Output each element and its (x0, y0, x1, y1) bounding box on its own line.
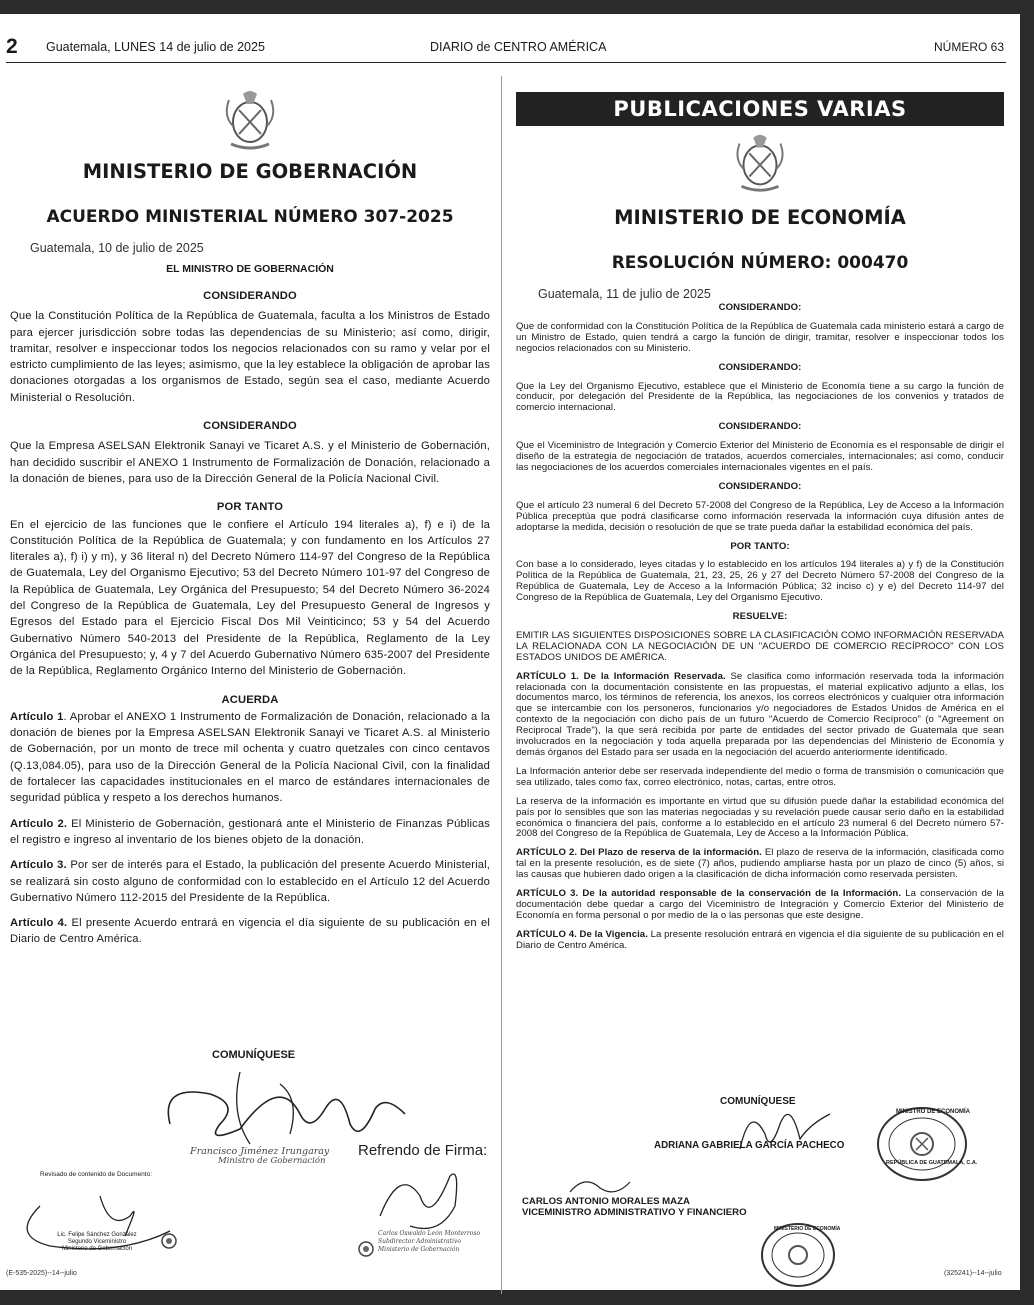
considerando-paragraph: Que el Viceministro de Integración y Comercio Exterior del Ministerio de Economía es el responsable de dirigir el diseño de la estrategia de negociación de tratados, acuerdos comerciales, internacionales; así como, conducir las negociaciones de los acuerdos comerciales internacionales vigentes en el país. (516, 440, 1004, 473)
viceminister-ministry: Ministerio de Gobernación (61, 1246, 133, 1252)
considerando-paragraph: Que la Empresa ASELSAN Elektronik Sanayi ve Ticaret A.S. y el Ministerio de Gobernación, han decidido suscribir el ANEXO 1 Instrumento de Formalización de Donación, relacionado a la donación de bienes, para uso de la Dirección General de la Policía Nacional Civil. (10, 440, 490, 485)
article-label: Artículo 3. (10, 859, 67, 872)
article-paragraph (10, 857, 490, 906)
subdirector-ministry: Ministerio de Gobernación (378, 1246, 460, 1253)
article-paragraph (10, 915, 490, 948)
minister-title: Ministro de Gobernación (218, 1156, 326, 1166)
stamp-text-top: MINISTRO DE ECONOMÍA (896, 1109, 971, 1115)
signature-minister-economy (720, 1094, 840, 1164)
viceminister-economy-name: CARLOS ANTONIO MORALES MAZA (522, 1196, 690, 1207)
subdirector-title: Subdirector Administrativo (378, 1238, 461, 1245)
subdirector-block (378, 1230, 480, 1254)
resuelve-paragraph: EMITIR LAS SIGUIENTES DISPOSICIONES SOBRE LA CLASIFICACIÓN COMO INFORMACIÓN RESERVADA LA RELACIONADA CON LA NEGOCIACIÓN DE UN "ACUERDO DE COMERCIO RECÍPROCO" CON LOS ESTADOS UNIDOS DE AMÉRICA. (516, 629, 1004, 663)
place-date: Guatemala, 11 de julio de 2025 (538, 287, 711, 301)
ministry-stamp (874, 1104, 970, 1184)
issue-date: Guatemala, LUNES 14 de julio de 2025 (46, 40, 265, 54)
article-text: La conservación de la documentación debe quedar a cargo del Viceministro de Integración y Comercio Exterior del Ministerio de Economía en forma personal o por medio de la o las personas que este designe. (516, 888, 1004, 921)
article-text: Por ser de interés para el Estado, la publicación del presente Acuerdo Ministerial, se realizará sin costo alguno de conformidad con lo establecido en el Artículo 12 del Acuerdo Gubernativo Número 112-2015 del Presidente de la República. (10, 859, 490, 904)
article-paragraph (10, 709, 490, 807)
signer-name: ADRIANA GABRIELA GARCÍA PACHECO (654, 1140, 845, 1151)
considerando-paragraph: Que la Ley del Organismo Ejecutivo, establece que el Ministerio de Economía tiene a su cargo la función de conducir, por delegación del Presidente de la República, las negociaciones de los convenios y tratados de comercio internacional. (516, 380, 1004, 414)
place-date: Guatemala, 10 de julio de 2025 (30, 241, 204, 255)
acuerda-heading: ACUERDA (221, 693, 279, 706)
stamp-text-top: MINISTERIO DE ECONOMÍA (774, 1226, 841, 1232)
viceminister-title: Segundo Viceministro (67, 1239, 127, 1245)
left-footer-code: (E-535-2025)--14--julio (6, 1270, 77, 1277)
resolucion-title: RESOLUCIÓN NÚMERO: 000470 (611, 253, 909, 273)
refrendo-label: Refrendo de Firma: (358, 1142, 488, 1159)
article-label: ARTÍCULO 3. De la autoridad responsable de la conservación de la Información. (516, 888, 902, 900)
signature-subdirector (360, 1156, 480, 1236)
viceminister-block (42, 1232, 152, 1253)
subdirector-name: Carlos Oswaldo León Monterroso (378, 1230, 481, 1237)
por-tanto-paragraph: En el ejercicio de las funciones que le confiere el Artículo 194 literales a), f) e i) de la Constitución Política de la República de Guatemala; y con fundamento en los Artículos 27 literales a), f) i) y m), y 36 literal n) del Decreto Número 114-97 del Congreso de la República de Guatemala, Ley del Organismo Ejecutivo; 53 del Decreto Número 101-97 del Congreso de la República de Guatemala, Ley Orgánica del Presupuesto; 54 del Decreto Número 36-2024 del Congreso de la República de Guatemala, Ley del Presupuesto General de Ingresos y Egresos del Estado para el Ejercicio Fiscal Dos Mil Veinticinco; 53 y 54 del Acuerdo Gubernativo Número 540-2013 del Presidente de la República, Reglamento de la Ley Orgánica del Presupuesto; y, 4 y 7 del Acuerdo Gubernativo Número 635-2007 del Presidente de la República, Reglamento Orgánico Interno del Ministerio de Gobernación. (10, 518, 490, 678)
stamp-text-bottom: REPÚBLICA DE GUATEMALA, C.A. (886, 1160, 978, 1166)
article-label: Artículo 4. (10, 917, 68, 930)
page-number: 2 (6, 35, 18, 58)
por-tanto-heading: POR TANTO: (730, 540, 790, 552)
article-text: El presente Acuerdo entrará en vigencia el día siguiente de su publicación en el Diario de Centro América. (10, 917, 490, 946)
header-rule (6, 62, 1006, 63)
page-header (0, 35, 1010, 60)
newspaper-page (0, 14, 1020, 1290)
comuniquese-label: COMUNÍQUESE (720, 1096, 796, 1107)
considerando-heading: CONSIDERANDO (203, 290, 297, 302)
article-paragraph (516, 889, 1004, 922)
coat-of-arms-icon (729, 130, 791, 196)
column-divider (501, 76, 502, 1294)
viceminister-economy-block (522, 1196, 747, 1218)
article-label: Artículo 2. (10, 817, 68, 830)
coat-of-arms-icon (219, 86, 281, 154)
ministry-title: MINISTERIO DE ECONOMÍA (614, 206, 906, 229)
signature-minister (150, 1054, 410, 1154)
small-seal-icon (357, 1240, 375, 1258)
article-label: Artículo 1 (10, 710, 64, 723)
minister-heading: EL MINISTRO DE GOBERNACIÓN (166, 263, 334, 275)
article-paragraph: La reserva de la información es importante en virtud que su difusión puede dañar la estabilidad económica del país por lo sensibles que son las materias negociadas y su revelación puede causar serio daño en la estabilidad económica o financiera del país, conforme a lo establecido en el artículo 23 numeral 6 del Decreto número 57-2008 del Congreso de la República de Guatemala, Ley de Acceso a la Información Pública. (516, 795, 1004, 840)
article-paragraph: La Información anterior debe ser reservada independiente del medio o forma de transmisión o comunicación que sea utilizado, tales como fax, correo electrónico, notas, cartas, entre otros. (516, 765, 1004, 788)
minister-name: Francisco Jiménez Irungaray (190, 1146, 330, 1157)
right-column (516, 92, 1004, 952)
acuerdo-title: ACUERDO MINISTERIAL NÚMERO 307-2025 (46, 207, 454, 227)
article-text: . Aprobar el ANEXO 1 Instrumento de Formalización de Donación, relacionado a la donación de bienes por la Empresa ASELSAN Elektronik Sanayi ve Ticaret A.S. al Ministerio de Gobernación, por un monto de trece mil ochenta y cuatro quetzales con cinco centavos (Q.13,084.05), para uso de la Dirección General de la Policía Nacional Civil, con la finalidad de fortalecer las capacidades institucionales en el marco de estándares internacionales de seguridad pública y respeto a los derechos humanos. (10, 710, 490, 805)
article-text: El Ministerio de Gobernación, gestionará ante el Ministerio de Finanzas Públicas el registro e ingreso al inventario de los bienes objeto de la donación. (10, 817, 490, 846)
considerando-heading: CONSIDERANDO: (718, 302, 802, 313)
small-seal-icon (160, 1232, 178, 1250)
section-band: PUBLICACIONES VARIAS (516, 92, 1004, 126)
article-paragraph (516, 848, 1004, 881)
article-label: ARTÍCULO 2. Del Plazo de reserva de la información. (516, 847, 762, 859)
article-text: Se clasifica como información reservada toda la información relacionada con la documentación consistente en las propuestas, el material explicativo adjunto a ellas, los documentos marco, los términos de referencia, los anexos, los correos electrónicos y cualquier otra información que se intercambie con los personeros, funcionarios y/o negociadores de Estados Unidos de América en el contexto de la negociación con dicho país de un futuro "Acuerdo de Comercio Recíproco" (o "Agreement on Reciprocal Trade"), la que será recibida por parte de entidades del sector privado de Guatemala que sean involucrados en la negociación y toda aquella preparada por las dependencias del Ministerio de Economía y demás órganos del Estado para ser usada en la negociación del acuerdo anteriormente identificado. (516, 670, 1004, 758)
right-footer-code: (325241)--14--julio (944, 1270, 1002, 1277)
considerando-paragraph: Que la Constitución Política de la República de Guatemala, faculta a los Ministros de Estado para ejercer jurisdicción sobre todas las dependencias de su Ministerio; así como, dirigir, tramitar, resolver e inspeccionar todos los negocios relacionados con su ramo y velar por el estricto cumplimiento de las leyes; asimismo, que la ley establece la obligación de aprobar las donaciones otorgadas a los organismos de Estado, según sea el caso, mediante Acuerdo Ministerial o Resolución. (10, 310, 491, 404)
article-text: El plazo de reserva de la información, clasificada como tal en la presente resolución, es de siete (7) años, pudiendo ampliarse hasta por un plazo de cinco (5) años, si las causas que hubieren dado origen a la clasificación de dicha información como reservada persisten. (516, 847, 1005, 881)
viceminister-economy-title: VICEMINISTRO ADMINISTRATIVO Y FINANCIERO (522, 1207, 747, 1218)
viceminister-name: Lic. Felipe Sánchez González (57, 1232, 137, 1238)
article-label: ARTÍCULO 1. De la Información Reservada. (516, 670, 726, 682)
article-paragraph (516, 672, 1004, 759)
por-tanto-paragraph: Con base a lo considerado, leyes citadas y lo establecido en los artículos 194 literales a) y f) de la Constitución Política de la República de Guatemala, 21, 23, 25, 26 y 27 del Decreto Número 57-2008 del Congreso de la República de Guatemala, Ley de Acceso a la Información Pública; 32 inciso c) y e) del Decreto 114-97 del Congreso de la República de Guatemala, Ley del Organismo Ejecutivo. (516, 559, 1004, 604)
considerando-heading: CONSIDERANDO: (718, 421, 802, 433)
article-paragraph (10, 816, 490, 849)
ministry-title: MINISTERIO DE GOBERNACIÓN (82, 160, 418, 183)
considerando-paragraph: Que el artículo 23 numeral 6 del Decreto 57-2008 del Congreso de la República, Ley de Acceso a la Información Pública preceptúa que podrá clasificarse como información reservada la información cuya difusión antes de adoptarse la medida, decisión o resolución de que se trate pueda dañar la estabilidad económica del país. (516, 499, 1004, 533)
considerando-paragraph: Que de conformidad con la Constitución Política de la República de Guatemala cada ministerio estará a cargo de un Ministro de Estado, quien tendrá a cargo la función de dirigir, tramitar, resolver e inspeccionar todos los negocios relacionados con su Ministerio. (516, 320, 1004, 354)
article-text: La presente resolución entrará en vigencia el día siguiente de su publicación en el Diario de Centro América. (516, 928, 1004, 951)
article-paragraph (516, 930, 1004, 952)
resuelve-heading: RESUELVE: (732, 611, 788, 623)
considerando-heading: CONSIDERANDO: (718, 480, 802, 492)
considerando-heading: CONSIDERANDO: (718, 361, 802, 373)
por-tanto-heading: POR TANTO (216, 501, 284, 514)
revisado-label: Revisado de contenido de Documento: (40, 1171, 153, 1178)
left-column (10, 86, 490, 948)
comuniquese-label: COMUNÍQUESE (212, 1049, 296, 1061)
newspaper-name: DIARIO de CENTRO AMÉRICA (430, 40, 607, 54)
article-label: ARTÍCULO 4. De la Vigencia. (516, 928, 648, 940)
considerando-heading: CONSIDERANDO (203, 420, 297, 433)
issue-number: NÚMERO 63 (933, 40, 1004, 54)
